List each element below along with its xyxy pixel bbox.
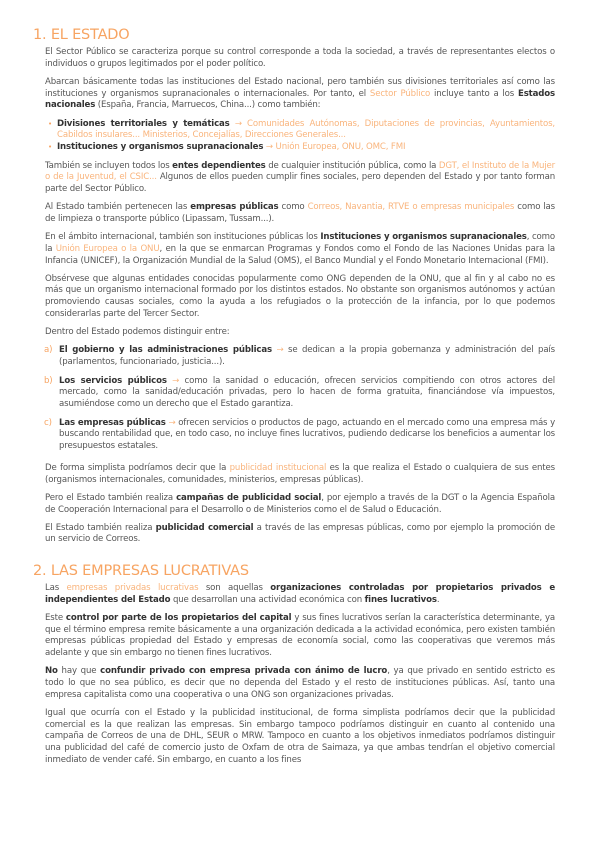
text-run: Igual que ocurría con el Estado y la publicidad institucional, de forma simplista podríamos decir que la publicidad comercial es la que realizan las empresas. Sin embargo tampoco podríamos distinguir en cuanto al contenido una campaña de Correos de una de DHL, SEUR o MRW. Tampoco en cuanto a los objetivos inmediatos podríamos distinguir una publicidad del café de comercio justo de Oxfam de otra de Saimaza, ya que ambas tendrían el objetivo comercial inmediato de vender café. Sin embargo, en cuanto a los fines [45, 707, 555, 765]
text-run: Pero el Estado también realiza [45, 492, 177, 503]
text-run: . [436, 594, 440, 605]
text-run: de cualquier institución pública, como la [265, 160, 439, 171]
bold-text: Divisiones territoriales y temáticas [57, 118, 230, 129]
highlight-text: empresas privadas lucrativas [66, 583, 199, 594]
paragraph [45, 202, 555, 225]
section-2-body [45, 583, 555, 766]
bold-text: campañas de publicidad social [176, 492, 322, 503]
highlight-text: Unión Europea o la ONU [55, 243, 160, 254]
paragraph [45, 161, 555, 196]
paragraph [45, 708, 555, 767]
highlight-text: → Unión Europea, ONU, OMC, FMI [263, 141, 406, 152]
section-1-heading: 1. EL ESTADO [33, 27, 130, 43]
highlight-text: publicidad institucional [229, 462, 327, 473]
text-run: se dedican a la propia gobernanza y administración del país (parlamentos, funcionariado, justicia...). [59, 345, 555, 367]
text-run: Dentro del Estado podemos distinguir entre: [45, 327, 230, 338]
list-item [44, 345, 555, 368]
lettered-list [45, 345, 555, 453]
text-run: son aquellas [198, 583, 271, 594]
text-run: Obsérvese que algunas entidades conocidas popularmente como ONG dependen de la ONU, que al fin y al cabo no es más que un organismo internacional formado por los distintos estados. No obstante son organismos autónomos y actúan promoviendo causas sociales, como la ayuda a los refugiados o la protección de la infancia, por lo que podemos considerarlas parte del Tercer Sector. [45, 273, 555, 319]
paragraph [45, 583, 555, 606]
bullet-item [57, 119, 555, 142]
highlight-text: → Comunidades Autónomas, Diputaciones de provincias, Ayuntamientos, Cabildos insulares... Ministerios, Concejalías, Direcciones Generales... [57, 118, 555, 141]
text-run: , en la que se enmarcan Programas y Fondos como el Fondo de las Naciones Unidas para la Infancia (UNICEF), la Organización Mundial de la Salud (OMS), el Banco Mundial y el Fondo Monetario Internacional (FMI). [45, 243, 555, 266]
section-1-intro [45, 47, 555, 112]
highlight-text: Correos, Navantia, RTVE o empresas municipales [307, 202, 515, 213]
highlight-text: → [272, 345, 288, 356]
text-run: como la sanidad o educación, ofrecen servicios compitiendo con otros actores del mercado, como la sanidad/educación privadas, pero lo hacen de forma gratuita, financiándose vía impuestos, asumiéndose como un derecho que el Estado garantiza. [59, 375, 555, 410]
list-marker: b) [44, 375, 53, 386]
bold-text: Estados nacionales [45, 88, 555, 111]
text-run: a través de las empresas públicas, como por ejemplo la promoción de un servicio de Correos. [45, 522, 555, 545]
bold-text: empresas públicas [190, 202, 279, 213]
text-run: , ya que privado en sentido estricto es todo lo que no sea público, es decir que no dependa del Estado y el resto de instituciones públicas. Así, tanto una empresa capitalista como una cooperativa o una ONG son organizaciones privadas. [45, 666, 555, 700]
text-run: (España, Francia, Marruecos, China...) como también: [95, 100, 321, 111]
paragraph [45, 274, 555, 321]
paragraph [45, 613, 555, 660]
highlight-text: → [166, 375, 185, 386]
text-run: Este [45, 613, 66, 624]
text-run: En el ámbito internacional, también son instituciones públicas los [45, 232, 321, 243]
bold-text: publicidad comercial [155, 522, 254, 533]
bold-text: Las empresas públicas [59, 417, 166, 428]
text-run: El Sector Público se caracteriza porque su control corresponde a toda la sociedad, a través de representantes electos o individuos o grupos legitimados por el poder político. [45, 47, 555, 69]
text-run: , como la [45, 232, 555, 254]
highlight-text: → [165, 417, 179, 428]
bold-text: No [45, 666, 58, 677]
text-run: El Estado también realiza [45, 522, 156, 533]
section-1-body [45, 161, 555, 339]
text-run: que desarrollan una actividad económica con [170, 594, 365, 605]
text-run: como [278, 202, 308, 213]
list-marker: a) [44, 345, 53, 356]
bold-text: entes dependientes [172, 160, 266, 171]
bold-text: organizaciones controladas por propietarios privados e independientes del Estado [45, 583, 556, 605]
highlight-text: Sector Público [369, 88, 431, 99]
paragraph [45, 666, 555, 701]
bold-text: Los servicios públicos [59, 375, 167, 386]
list-item [44, 417, 555, 453]
text-run: Abarcan básicamente todas las instituciones del Estado nacional, pero también sus divisiones territoriales así como las instituciones y organismos supranacionales o internacionales. Por tanto, el [45, 76, 555, 99]
text-run: De forma simplista podríamos decir que la [45, 462, 230, 473]
paragraph [45, 77, 555, 112]
text-run: También se incluyen todos los [45, 160, 173, 171]
bold-text: fines lucrativos [364, 594, 437, 605]
paragraph [45, 327, 555, 339]
paragraph [45, 232, 555, 267]
section-2-heading: 2. LAS EMPRESAS LUCRATIVAS [33, 563, 249, 580]
highlight-text: DGT, el Instituto de la Mujer o de la Juventud, el CSIC... [45, 160, 556, 183]
text-run: es la que realiza el Estado o cualquiera de sus entes (organismos internacionales, comunidades, ministerios, empresas públicas). [45, 462, 555, 485]
text-run: hay que [57, 666, 101, 677]
bold-text: confundir privado con empresa privada con ánimo de lucro [100, 666, 388, 677]
paragraph [45, 523, 555, 546]
text-run: incluye tanto a los [430, 88, 518, 99]
text-run: Las [45, 583, 67, 594]
text-run: como las de limpieza o transporte público (Lipassam, Tussam...). [45, 202, 555, 224]
bold-text: control por parte de los propietarios del capital [65, 613, 292, 624]
bold-text: Instituciones y organismos supranacionales [320, 232, 527, 243]
paragraph [45, 47, 555, 70]
bullet-list [45, 119, 555, 154]
paragraph [45, 463, 555, 486]
text-run: , por ejemplo a través de la DGT o la Agencia Española de Cooperación Internacional para el Desarrollo o de Ministerios como el de Salud o Educación. [45, 492, 555, 515]
list-item [44, 375, 555, 411]
paragraph [45, 493, 555, 516]
text-run: y sus fines lucrativos serían la característica determinante, ya que el término empresa remite básicamente a una organización dedicada a la actividad económica, pero existen también empresas públicas propiedad del Estado y empresas de economía social, como las cooperativas que veremos más adelante y que sin embargo no tienen fines lucrativos. [45, 613, 556, 659]
bold-text: El gobierno y las administraciones públicas [59, 345, 272, 356]
list-marker: c) [44, 417, 52, 428]
bullet-item [57, 142, 555, 154]
text-run: Algunos de ellos pueden cumplir fines sociales, pero dependen del Estado y por tanto forman parte del Sector Público. [45, 172, 555, 195]
text-run: Al Estado también pertenecen las [45, 202, 191, 213]
section-1-closing [45, 463, 555, 546]
text-run: ofrecen servicios o productos de pago, actuando en el mercado como una empresa más y buscando rentabilidad que, en todo caso, no incluye fines lucrativos, pudiendo dedicarse los beneficios a aumentar los presupuestos estatales. [59, 417, 555, 452]
bold-text: Instituciones y organismos supranacionales [57, 141, 264, 152]
